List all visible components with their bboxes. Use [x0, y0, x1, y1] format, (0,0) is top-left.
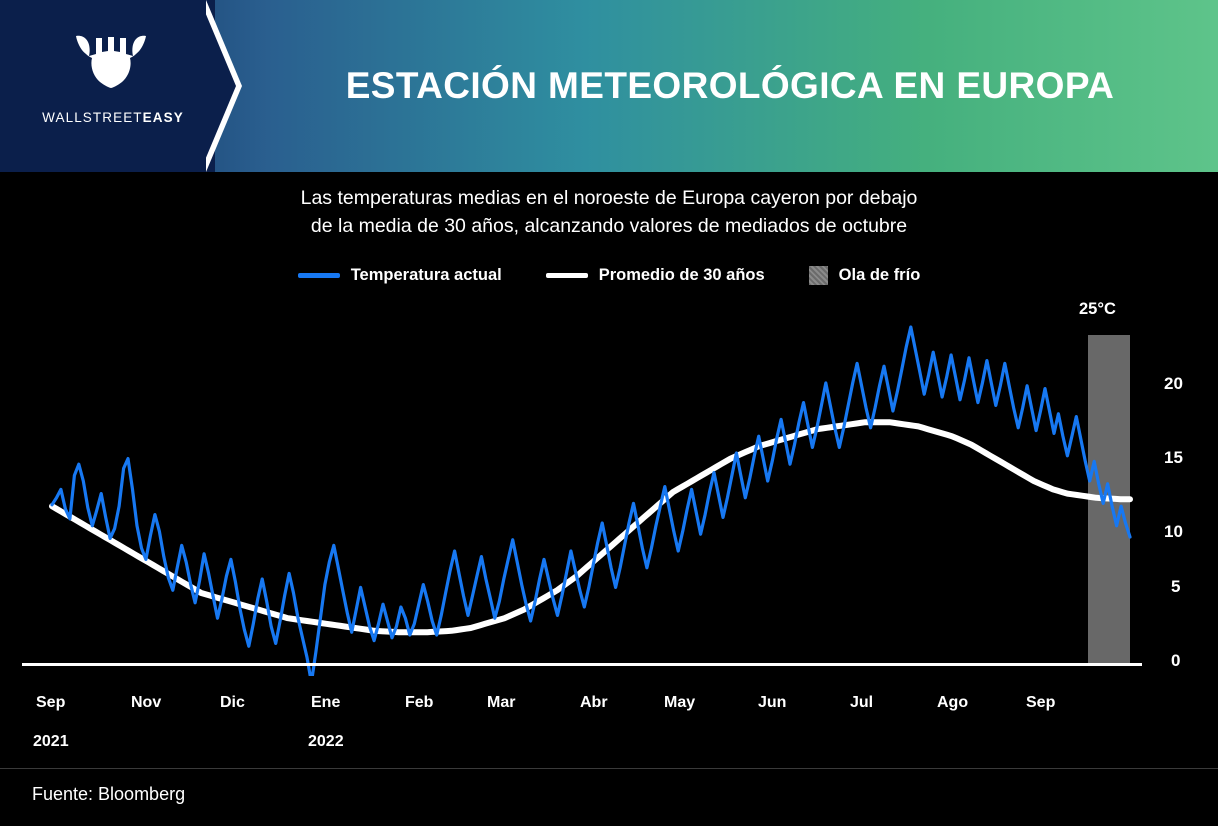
legend-item-average[interactable] — [546, 266, 765, 285]
logo-text-bold: EASY — [142, 110, 184, 125]
y-tick-10: 10 — [1164, 522, 1183, 541]
temperature-line-chart — [0, 296, 1218, 676]
page-title: ESTACIÓN METEOROLÓGICA EN EUROPA — [345, 65, 1115, 106]
x-axis-labels — [0, 694, 1218, 724]
source-label: Fuente: Bloomberg — [32, 784, 186, 804]
logo-wedge — [200, 0, 236, 172]
subtitle-line-1: Las temperaturas medias en el noroeste de Europa cayeron por debajo — [300, 187, 918, 209]
x-tick-jul: Jul — [850, 694, 874, 711]
cold-snap-annotation: 25°C — [1079, 300, 1116, 318]
hatched-box-swatch-icon — [809, 266, 828, 285]
y-tick-20: 20 — [1164, 374, 1183, 393]
chart-legend — [0, 262, 1218, 288]
x-tick-ene: Ene — [311, 694, 341, 711]
y-tick-0: 0 — [1171, 651, 1181, 670]
x-tick-jun: Jun — [758, 694, 787, 711]
series-actual-temperature — [52, 327, 1130, 676]
x-tick-nov: Nov — [131, 694, 162, 711]
x-tick-ago: Ago — [937, 694, 969, 711]
logo-text-light: WALLSTREET — [42, 110, 143, 125]
y-tick-15: 15 — [1164, 448, 1183, 467]
x-tick-sep-2022: Sep — [1026, 694, 1056, 711]
legend-item-actual[interactable] — [298, 266, 502, 285]
x-axis-year-labels — [0, 733, 1218, 763]
bull-head-icon — [72, 32, 150, 94]
x-tick-mar: Mar — [487, 694, 516, 711]
line-swatch-icon — [546, 273, 588, 278]
year-label-2021: 2021 — [33, 733, 69, 750]
logo-wordmark — [38, 110, 188, 125]
x-tick-may: May — [664, 694, 696, 711]
x-axis-baseline — [22, 663, 1142, 666]
page-header — [0, 0, 1218, 172]
y-tick-5: 5 — [1171, 577, 1181, 596]
chart-plot-area — [0, 296, 1218, 676]
year-label-2022: 2022 — [308, 733, 344, 750]
y-axis-labels — [1155, 296, 1215, 676]
x-tick-feb: Feb — [405, 694, 434, 711]
line-swatch-icon — [298, 273, 340, 278]
legend-label-actual: Temperatura actual — [350, 265, 502, 284]
x-tick-sep-2021: Sep — [36, 694, 66, 711]
legend-label-average: Promedio de 30 años — [598, 265, 765, 284]
x-tick-abr: Abr — [580, 694, 608, 711]
chart-subtitle — [0, 184, 1218, 240]
legend-item-coldsnap[interactable] — [809, 266, 921, 285]
subtitle-line-2: de la media de 30 años, alcanzando valores de mediados de octubre — [310, 215, 908, 237]
x-tick-dic: Dic — [220, 694, 245, 711]
legend-label-coldsnap: Ola de frío — [838, 265, 921, 284]
